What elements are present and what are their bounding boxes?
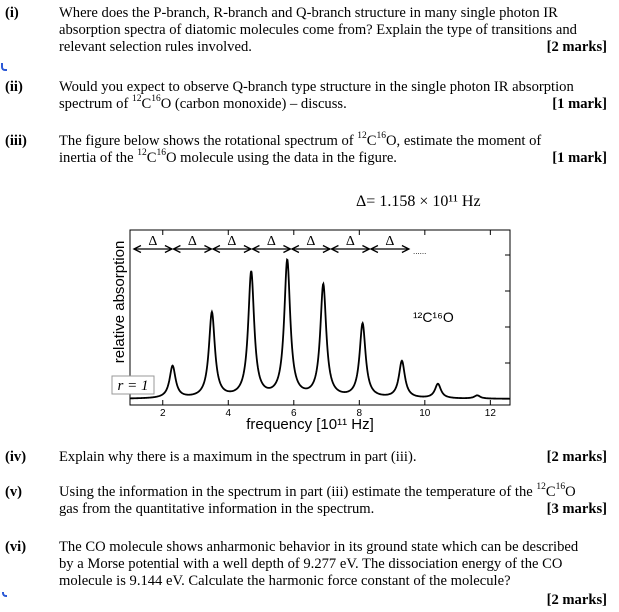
delta-label: Δ bbox=[385, 234, 395, 249]
marks-label: [3 marks] bbox=[546, 501, 607, 517]
spectrum-line bbox=[130, 260, 510, 399]
delta-label: Δ bbox=[227, 234, 237, 249]
delta-arrow bbox=[134, 234, 172, 253]
marks-label: [1 mark] bbox=[552, 150, 607, 166]
margin-annotation bbox=[1, 63, 7, 71]
question-text: The CO molecule shows anharmonic behavior in its ground state which can be described by a Morse potential with a well depth of 9.277 eV. The dissociation energy of the CO molecule is 9.144 eV. Calculate the harmonic force constant of the molecule? bbox=[59, 539, 579, 589]
question-text: The figure below shows the rotational spectrum of $^{12}C^{16}O$, estimate the moment of inertia of the $^{12}C^{16}O$ molecule using the data in the figure. bbox=[59, 131, 542, 166]
question-number: (iv) bbox=[5, 449, 27, 465]
delta-label: Δ bbox=[345, 234, 355, 249]
delta-label: Δ bbox=[148, 234, 158, 249]
delta-arrow bbox=[371, 234, 409, 253]
delta-label: Δ bbox=[266, 234, 276, 249]
x-tick-label: 2 bbox=[159, 408, 166, 419]
marks-label: [2 marks] bbox=[546, 592, 607, 608]
y-axis-label: relative absorption bbox=[111, 240, 128, 364]
marks-label: [2 marks] bbox=[546, 39, 607, 55]
delta-label: Δ bbox=[306, 234, 316, 249]
question-text: Explain why there is a maximum in the spectrum in part (iii). bbox=[59, 449, 417, 465]
x-tick-label: 6 bbox=[291, 408, 297, 419]
question-number: (i) bbox=[5, 5, 19, 21]
question-number: (vi) bbox=[5, 539, 27, 555]
margin-annotation bbox=[2, 592, 7, 597]
marks-label: [2 marks] bbox=[546, 449, 607, 465]
question-number: (iii) bbox=[5, 133, 27, 149]
x-tick-label: 10 bbox=[419, 408, 431, 419]
tick-marks bbox=[163, 230, 510, 405]
delta-arrow bbox=[213, 234, 251, 253]
figure-caption: Δ= 1.158 × 10¹¹ Hz bbox=[356, 193, 481, 210]
delta-arrow bbox=[173, 234, 211, 253]
x-tick-label: 8 bbox=[356, 408, 363, 419]
delta-arrow bbox=[331, 234, 369, 253]
question-number: (v) bbox=[5, 484, 23, 500]
delta-arrow bbox=[252, 234, 290, 253]
question-text: Where does the P-branch, R-branch and Q-branch structure in many single photon IR absorption spectra of diatomic molecules come from? Explain the type of transitions and relevant selection rules involved. bbox=[59, 5, 577, 55]
delta-arrow bbox=[292, 234, 330, 253]
delta-arrows bbox=[134, 234, 409, 253]
corner-label: r = 1 bbox=[117, 378, 149, 394]
x-tick-label: 12 bbox=[484, 408, 496, 419]
question-text: Using the information in the spectrum in part (iii) estimate the temperature of the $^{12}C^{16}O$ gas from the quantitative information in the spectrum. bbox=[59, 482, 576, 517]
question-text: Would you expect to observe Q-branch type structure in the single photon IR absorption spectrum of $^{12}C^{16}O$ (carbon monoxide) – discuss. bbox=[59, 79, 574, 112]
arrow-ellipsis: ...... bbox=[413, 247, 427, 256]
spectrum-chart bbox=[100, 222, 520, 440]
x-tick-label: 4 bbox=[225, 408, 232, 419]
marks-label: [1 mark] bbox=[552, 96, 607, 112]
question-number: (ii) bbox=[5, 79, 23, 95]
species-label: ¹²C¹⁶O bbox=[413, 309, 454, 325]
x-axis-label: frequency [10¹¹ Hz] bbox=[246, 416, 374, 433]
delta-label: Δ bbox=[187, 234, 197, 249]
